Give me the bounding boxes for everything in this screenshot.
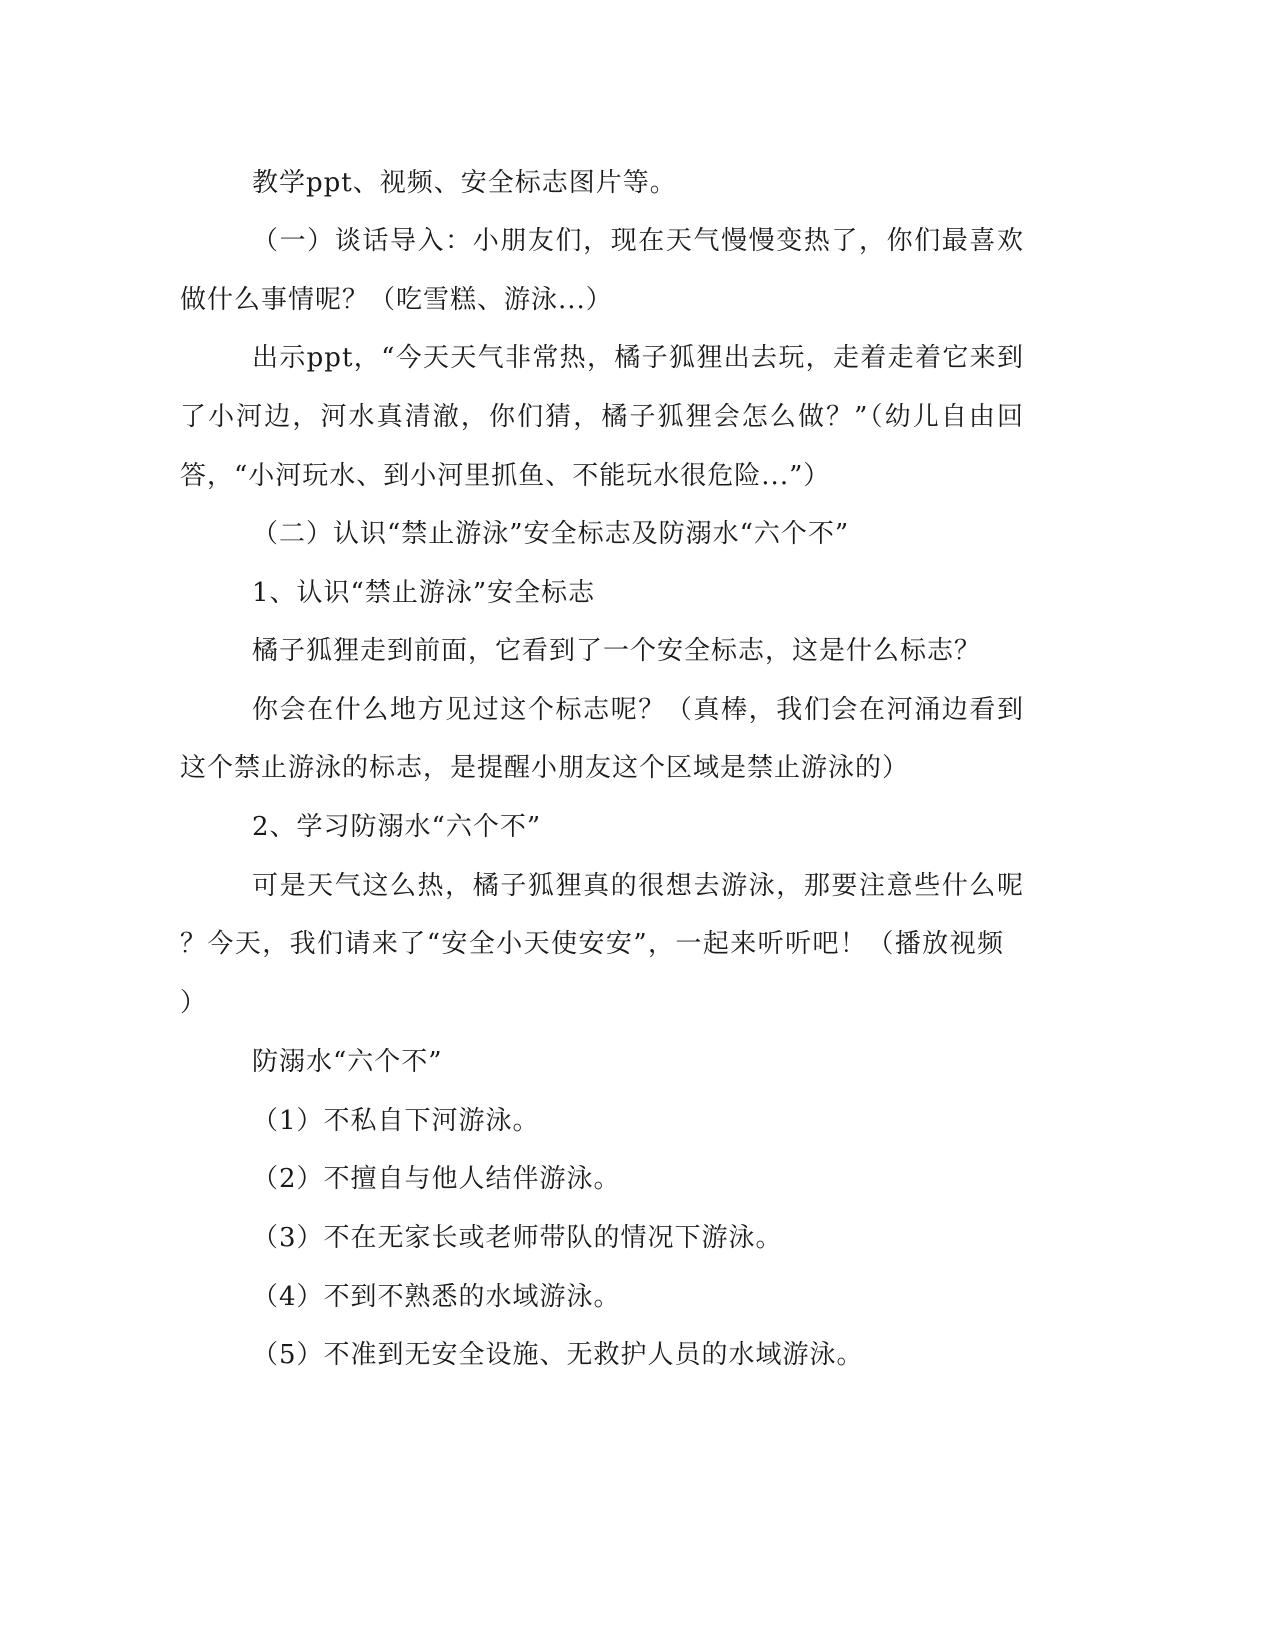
section-one-continuation: 做什么事情呢？（吃雪糕、游泳...） [180,285,613,315]
section-two-heading: （二）认识“禁止游泳”安全标志及防溺水“六个不” [252,519,850,549]
list-item-4: （4）不到不熟悉的水域游泳。 [252,1282,621,1312]
subsection-1-heading: 1、认识“禁止游泳”安全标志 [252,578,596,608]
video-paragraph-line-1: 可是天气这么热，橘子狐狸真的很想去游泳，那要注意些什么呢 [252,871,1024,901]
list-item-1: （1）不私自下河游泳。 [252,1106,540,1136]
video-paragraph-line-3: ） [180,988,208,1018]
ppt-paragraph-line-1: 出示ppt，“今天天气非常热，橘子狐狸出去玩，走着走着它来到 [252,343,1024,373]
subsection-2-heading: 2、学习防溺水“六个不” [252,812,542,842]
ppt-paragraph-line-3: 答，“小河玩水、到小河里抓鱼、不能玩水很危险...”） [180,461,831,491]
video-paragraph-line-2: ？今天，我们请来了“安全小天使安安”，一起来听听吧！（播放视频 [180,929,1004,959]
sign-paragraph-line: 橘子狐狸走到前面，它看到了一个安全标志，这是什么标志？ [252,636,982,666]
list-item-5: （5）不准到无安全设施、无救护人员的水域游泳。 [252,1340,864,1370]
place-paragraph-line-2: 这个禁止游泳的标志，是提醒小朋友这个区域是禁止游泳的） [180,753,910,783]
materials-line: 教学ppt、视频、安全标志图片等。 [252,168,677,198]
section-one-heading-line: （一）谈话导入：小朋友们，现在天气慢慢变热了，你们最喜欢 [252,226,1024,256]
list-item-3: （3）不在无家长或老师带队的情况下游泳。 [252,1223,783,1253]
list-item-2: （2）不擅自与他人结伴游泳。 [252,1164,621,1194]
ppt-paragraph-line-2: 了小河边，河水真清澈，你们猜，橘子狐狸会怎么做？”（幼儿自由回 [180,402,1024,432]
six-nots-heading: 防溺水“六个不” [252,1047,443,1077]
place-paragraph-line-1: 你会在什么地方见过这个标志呢？（真棒，我们会在河涌边看到 [252,695,1024,725]
